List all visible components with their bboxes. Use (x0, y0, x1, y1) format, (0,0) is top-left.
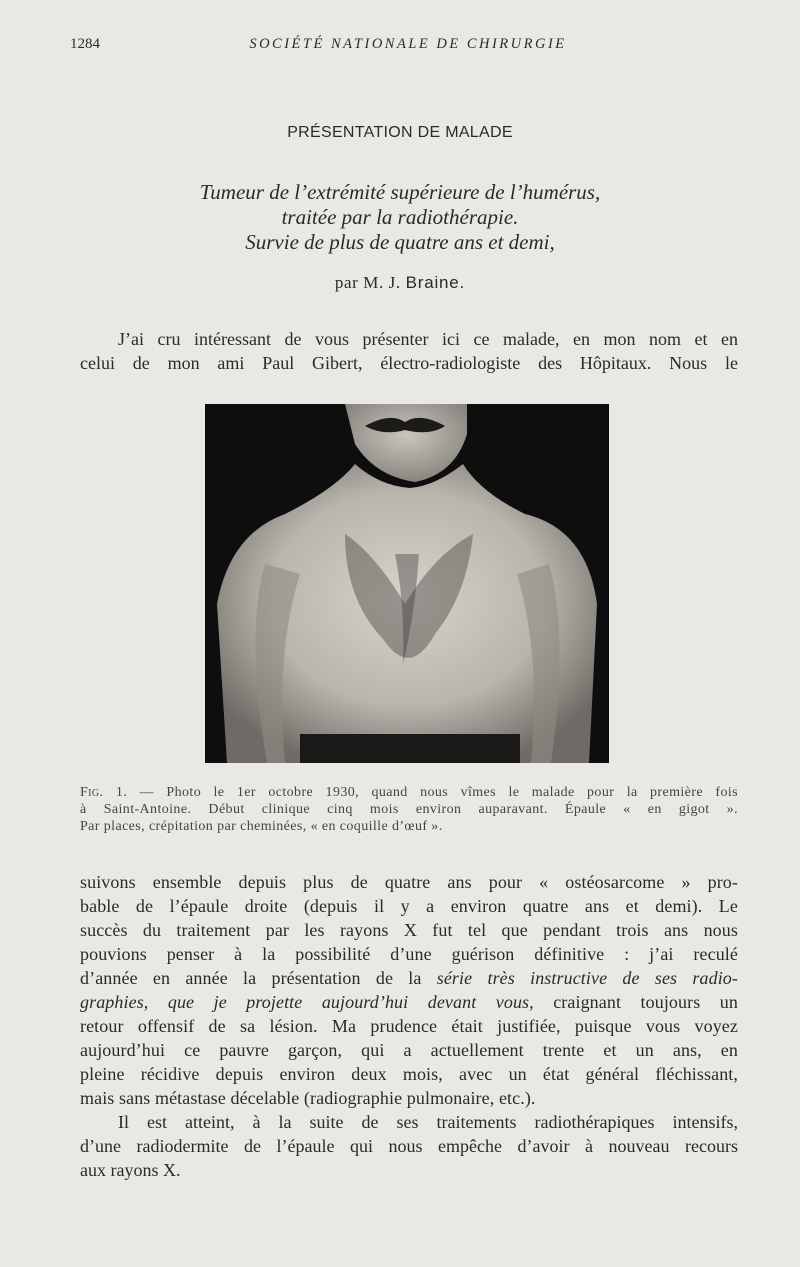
paragraph-intro (80, 327, 738, 375)
article-title-line: Tumeur de l’extrémité supérieure de l’humérus, (199, 180, 601, 204)
text-line: celui de mon ami Paul Gibert, électro-radiologiste des Hôpitaux. Nous le (80, 353, 738, 373)
text-line (80, 966, 738, 990)
article-title-line: Survie de plus de quatre ans et demi, (245, 230, 555, 254)
text-segment: d’année en année la présentation de la (80, 968, 437, 988)
page-number: 1284 (70, 36, 100, 52)
text-line (80, 990, 738, 1014)
text-segment: craignant toujours un (533, 992, 738, 1012)
text-line: retour offensif de sa lésion. Ma prudence était justifiée, puisque vous voyez (80, 1016, 738, 1036)
text-line: pouvions penser à la possibilité d’une guérison définitive : j’ai reculé (80, 944, 738, 964)
paragraph-history (80, 870, 738, 1110)
byline-prefix: par M. J. (334, 273, 401, 292)
article-title (0, 180, 800, 255)
running-header (70, 36, 746, 60)
author-name: Braine. (405, 273, 466, 292)
text-line: mais sans métastase décelable (radiographie pulmonaire, etc.). (80, 1088, 536, 1108)
caption-line (80, 784, 738, 801)
caption-line: à Saint-Antoine. Début clinique cinq mois environ auparavant. Épaule « en gigot ». (80, 802, 738, 817)
caption-label: Fig. 1. (80, 785, 128, 800)
paragraph-current-state (80, 1110, 738, 1182)
text-line: pleine récidive depuis environ deux mois, avec un état général fléchissant, (80, 1064, 738, 1084)
italic-text-segment: série très instructive de ses radio- (436, 968, 738, 988)
text-line: aujourd’hui ce pauvre garçon, qui a actuellement trente et un ans, en (80, 1040, 738, 1060)
section-title: PRÉSENTATION DE MALADE (287, 124, 513, 141)
text-line: J’ai cru intéressant de vous présenter ici ce malade, en mon nom et en (118, 329, 738, 349)
italic-text-segment: graphies, que je projette aujourd’hui devant vous, (80, 992, 534, 1012)
figure-caption (80, 784, 738, 835)
caption-text: — Photo le 1er octobre 1930, quand nous vîmes le malade pour la première fois (127, 785, 738, 800)
byline (0, 273, 800, 293)
text-line: succès du traitement par les rayons X fut tel que pendant trois ans nous (80, 920, 738, 940)
patient-photo-illustration (205, 404, 609, 763)
text-line: suivons ensemble depuis plus de quatre ans pour « ostéosarcome » pro- (80, 872, 738, 892)
text-line: aux rayons X. (80, 1160, 181, 1180)
article-title-line: traitée par la radiothérapie. (281, 205, 519, 229)
text-line: bable de l’épaule droite (depuis il y a environ quatre ans et demi). Le (80, 896, 738, 916)
text-line: d’une radiodermite de l’épaule qui nous empêche d’avoir à nouveau recours (80, 1136, 738, 1156)
patient-photograph (205, 404, 609, 763)
text-line: Il est atteint, à la suite de ses traitements radiothérapiques intensifs, (118, 1112, 738, 1132)
caption-line: Par places, crépitation par cheminées, « en coquille d’œuf ». (80, 819, 443, 834)
journal-title: SOCIÉTÉ NATIONALE DE CHIRURGIE (249, 36, 567, 52)
